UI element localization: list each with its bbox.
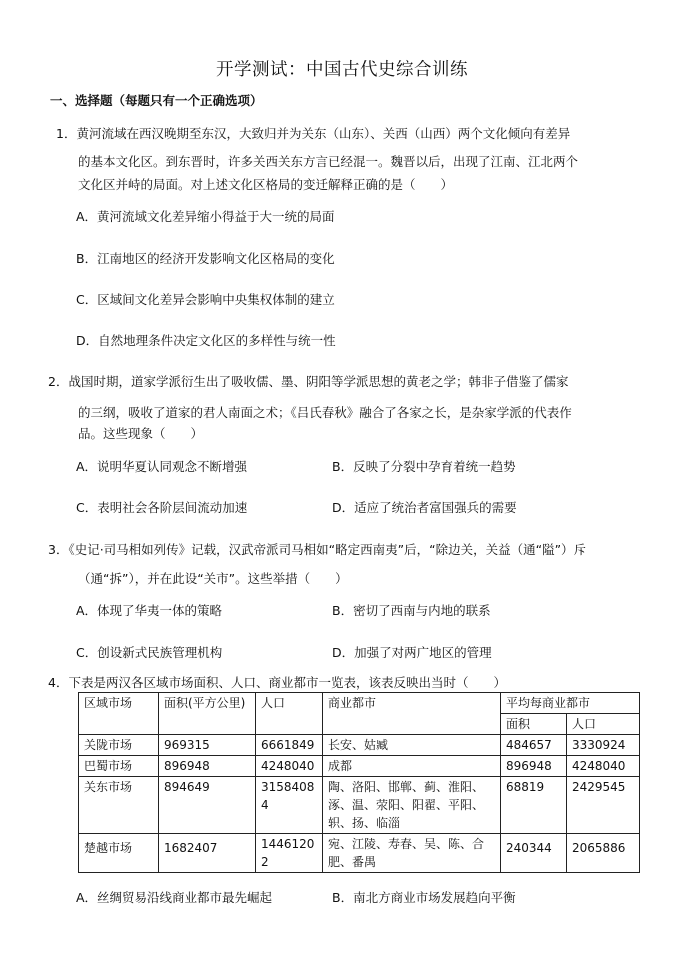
question-3-option-b[interactable]: B．密切了西南与内地的联系 <box>332 603 491 618</box>
header-avg-area: 面积 <box>501 714 567 735</box>
question-1-line-3: 文化区并峙的局面。对上述文化区格局的变迁解释正确的是（ ） <box>78 177 454 192</box>
cell-avg-population: 4248040 <box>567 756 640 777</box>
question-2-option-c[interactable]: C．表明社会各阶层间流动加速 <box>76 500 248 515</box>
question-2-line-1: 2．战国时期，道家学派衍生出了吸收儒、墨、阴阳等学派思想的黄老之学；韩非子借鉴了儒家 <box>48 374 569 389</box>
question-2-line-3: 品。这些现象（ ） <box>78 426 204 441</box>
header-avg-population: 人口 <box>567 714 640 735</box>
cell-region: 巴蜀市场 <box>79 756 159 777</box>
cell-cities: 成都 <box>323 756 501 777</box>
cell-cities: 长安、姑臧 <box>323 735 501 756</box>
cell-population: 31584084 <box>256 777 323 834</box>
question-2-option-d[interactable]: D．适应了统治者富国强兵的需要 <box>332 500 517 515</box>
header-cities: 商业都市 <box>323 693 501 735</box>
question-1-option-d[interactable]: D．自然地理条件决定文化区的多样性与统一性 <box>76 333 336 348</box>
question-1-option-c[interactable]: C．区域间文化差异会影响中央集权体制的建立 <box>76 292 335 307</box>
cell-region: 关东市场 <box>79 777 159 834</box>
cell-region: 关陇市场 <box>79 735 159 756</box>
page-title: 开学测试：中国古代史综合训练 <box>216 60 468 80</box>
cell-cities: 陶、洛阳、邯郸、蓟、淮阳、涿、温、荥阳、阳翟、平阳、轵、扬、临淄 <box>323 777 501 834</box>
question-1-line-1: 1．黄河流域在西汉晚期至东汉，大致归并为关东（山东）、关西（山西）两个文化倾向有差异 <box>56 126 571 141</box>
question-2-option-b[interactable]: B．反映了分裂中孕育着统一趋势 <box>332 459 516 474</box>
header-area: 面积(平方公里) <box>159 693 256 735</box>
question-4-line-1: 4．下表是两汉各区域市场面积、人口、商业都市一览表，该表反映出当时（ ） <box>48 675 506 690</box>
question-3-option-a[interactable]: A．体现了华夷一体的策略 <box>76 603 223 618</box>
question-3-option-c[interactable]: C．创设新式民族管理机构 <box>76 645 223 660</box>
cell-area: 969315 <box>159 735 256 756</box>
question-2-option-a[interactable]: A．说明华夏认同观念不断增强 <box>76 459 248 474</box>
cell-region: 楚越市场 <box>79 834 159 873</box>
question-3-line-2: （通“拆”），并在此设“关市”。这些举措（ ） <box>78 571 348 586</box>
cell-avg-population: 2429545 <box>567 777 640 834</box>
table-row <box>79 735 640 756</box>
cell-avg-area: 68819 <box>501 777 567 834</box>
cell-avg-area: 484657 <box>501 735 567 756</box>
cell-avg-population: 2065886 <box>567 834 640 873</box>
cell-population: 4248040 <box>256 756 323 777</box>
cell-avg-population: 3330924 <box>567 735 640 756</box>
cell-population: 6661849 <box>256 735 323 756</box>
header-region: 区域市场 <box>79 693 159 735</box>
question-4-option-a[interactable]: A．丝绸贸易沿线商业都市最先崛起 <box>76 890 273 905</box>
header-average: 平均每商业都市 <box>501 693 640 714</box>
cell-cities: 宛、江陵、寿春、吴、陈、合肥、番禺 <box>323 834 501 873</box>
cell-area: 1682407 <box>159 834 256 873</box>
question-2-line-2: 的三纲，吸收了道家的君人南面之术；《吕氏春秋》融合了各家之长，是杂家学派的代表作 <box>78 405 572 420</box>
table-row <box>79 777 640 834</box>
cell-avg-area: 896948 <box>501 756 567 777</box>
cell-avg-area: 240344 <box>501 834 567 873</box>
question-1-option-b[interactable]: B．江南地区的经济开发影响文化区格局的变化 <box>76 251 335 266</box>
cell-population: 14461202 <box>256 834 323 873</box>
question-3-line-1: 3．《史记·司马相如列传》记载，汉武帝派司马相如“略定西南夷”后，“除边关，关益（通“隘”）斥 <box>48 542 587 557</box>
table-row <box>79 834 640 873</box>
table-header-row <box>79 693 640 714</box>
table-row <box>79 756 640 777</box>
cell-area: 896948 <box>159 756 256 777</box>
question-3-option-d[interactable]: D．加强了对两广地区的管理 <box>332 645 492 660</box>
question-1-line-2: 的基本文化区。到东晋时，许多关西关东方言已经混一。魏晋以后，出现了江南、江北两个 <box>78 154 579 169</box>
question-4-option-b[interactable]: B．南北方商业市场发展趋向平衡 <box>332 890 516 905</box>
market-table <box>78 692 640 873</box>
question-1-option-a[interactable]: A．黄河流域文化差异缩小得益于大一统的局面 <box>76 209 335 224</box>
cell-area: 894649 <box>159 777 256 834</box>
header-population: 人口 <box>256 693 323 735</box>
section-heading: 一、选择题（每题只有一个正确选项） <box>50 93 263 108</box>
